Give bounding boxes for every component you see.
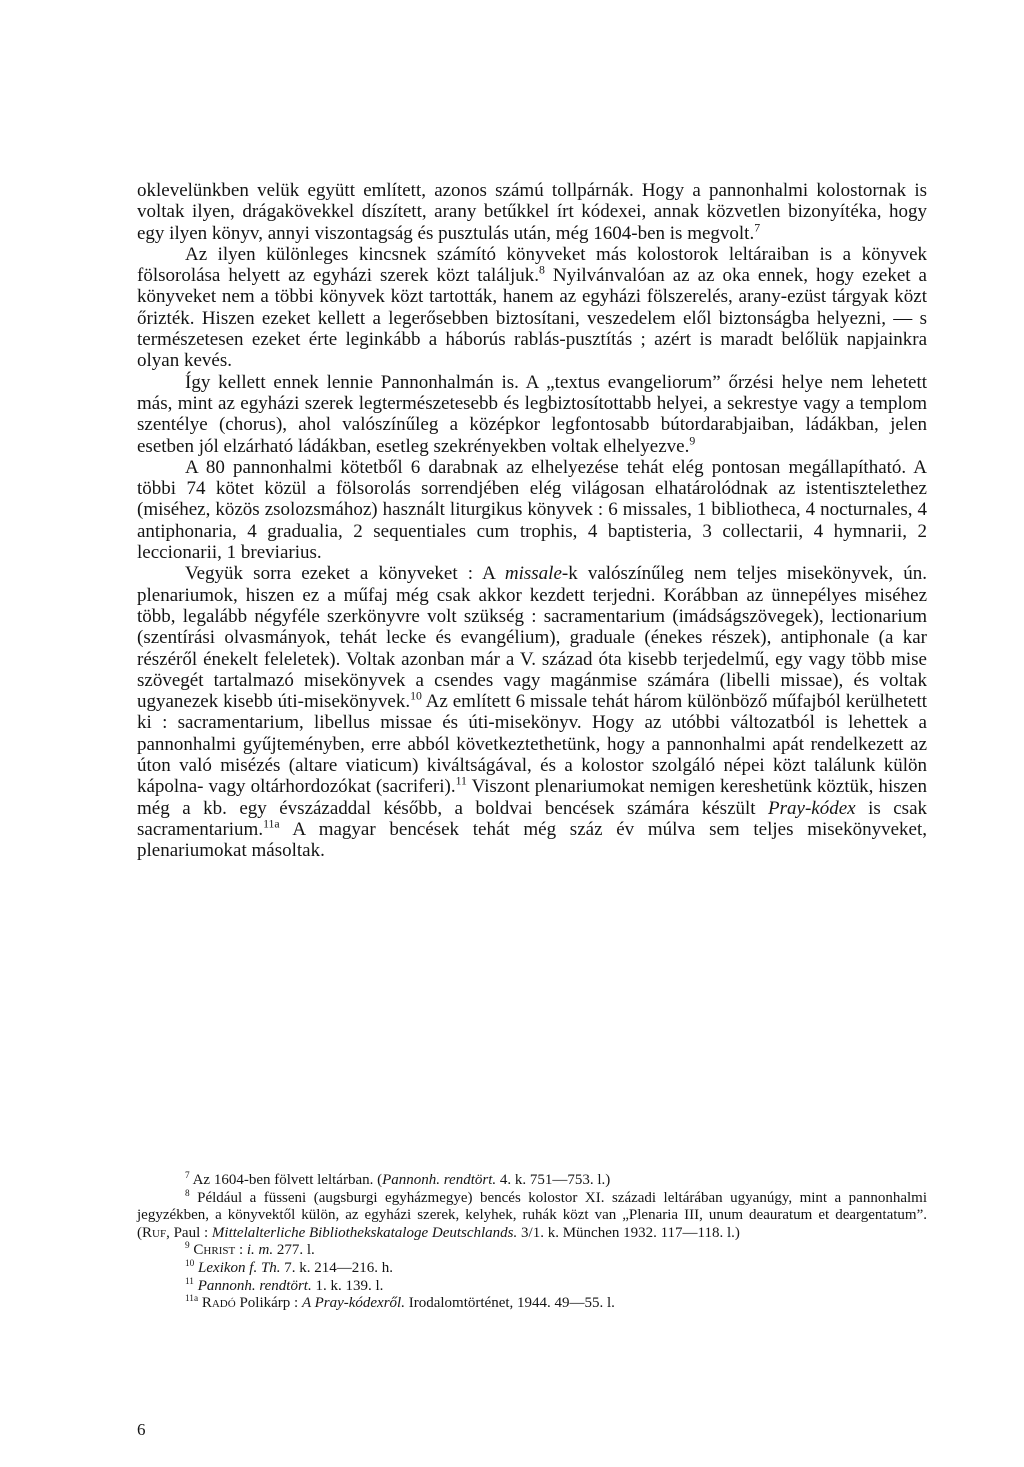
footnote-ref-9: 9 [689,434,696,448]
paragraph-5: Vegyük sorra ezeket a könyveket : A missale-k valószínűleg nem teljes misekönyvek, ún. plenariumok, hiszen ez a műfaj még csak akkor kezdett terjedni. Korábban az ünnepélyes miséhez több, legalább négyféle szerkönyvre volt szükség : sacramentarium (imádságszövegek), lectionarium (szentírási olvasmányok, tehát lecke és evangélium), graduale (énekes részek), antiphonale (a kar részéről énekelt feleletek). Voltak azonban már a V. század óta kisebb terjedelmű, egy vagy több mise szövegét tartalmazó misekönyvek a csendes vagy magánmise számára (libelli missae), és voltak ugyanezek kisebb úti-misekönyvek.$^{10}$ Az említett 6 missale tehát három különböző műfajból kerülhetett ki : sacramentarium, libellus missae és úti-misekönyv. Hogy az utóbbi változatból is lehettek a pannonhalmi gyűjteményben, erre abból következtethetünk, hogy a pannonhalmi apát rendelkezett az úton való misézés (altare viaticum) kiváltságával, és a kolostor szolgáló népei közt találunk külön kápolna- vagy oltárhordozókat (sacriferi).$^{11}$ Viszont plenariumokat nemigen kereshetünk köztük, hiszen még a kb. egy évszázaddal később, a boldvai bencések számára készült Pray-kódex is csak sacramentarium.$^{11a}$ A magyar bencések tehát még száz év múlva sem teljes misekönyveket, plenariumokat másoltak. [137,563,927,862]
footnote-ref-11a: 11a [263,817,280,831]
paragraph-4: A 80 pannonhalmi kötetből 6 darabnak az elhelyezése tehát elég pontosan megállapítható. A többi 74 kötet közül a fölsorolás sorrendjében elég világosan elhatárolódnak az istentisztelethez (miséhez, közös zsolozsmához) használt liturgikus könyvek : 6 missales, 1 bibliotheca, 4 nocturnales, 4 antiphonaria, 4 gradualia, 2 sequentiales cum trophis, 4 baptisteria, 3 collectarii, 4 hymnarii, 2 leccionarii, 1 breviarius. [137,456,927,564]
body-text [137,180,927,862]
footnote-8: $^8$ Például a füsseni (augsburgi egyházmegye) bencés kolostor XI. századi leltárában ugyanúgy, mint a pannonhalmi jegyzékben, a könyvektől külön, az egyházi szerek, kelyhek, ruhák közt van „Plenaria III, unum deauratum et deargentatum”. (Ruf, Paul : Mittelalterliche Bibliothekskatalogе Deutschlands. 3/1. k. München 1932. 117—118. l.) [137,1188,927,1241]
footnote-ref-8: 8 [539,263,545,277]
author-name: Radó [201,1295,236,1312]
footnote-11a: $^{11a}$ Radó Polikárp : A Pray-kódexről. Irodalomtörténet, 1944. 49—55. l. [185,1294,615,1312]
paragraph-1: oklevelünkben velük együtt említett, azonos számú tollpárnák. Hogy a pannonhalmi kolostornak is voltak ilyen, drágakövekkel díszített, arany betűkkel írt kódexei, annak közvetlen bizonyítéka, hogy egy ilyen könyv, annyi viszontagság és pusztulás után, még 1604-ben is megvolt.$^7$ [137,180,927,244]
footnote-ref-10: 10 [410,689,422,703]
footnote-7: $^7$ Az 1604-ben fölvett leltárban. (Pannonh. rendtört. 4. k. 751—753. l.) [185,1171,611,1188]
footnote-9: $^9$ Christ : i. m. 277. l. [185,1241,315,1259]
italic-pray-kodex: Pray-kódex [768,797,856,819]
page-number: 6 [137,1420,146,1439]
footnotes [137,1172,927,1313]
footnote-ref-11: 11 [455,774,467,788]
paragraph-2: Az ilyen különleges kincsnek számító könyveket más kolostorok leltáraiban is a könyvek fölsorolása helyett az egyházi szerek közt találjuk.$^8$ Nyilvánvalóan az az oka ennek, hogy ezeket a könyveket nem a többi könyvek közt tartották, hanem az egyházi fölszerelés, arany-ezüst tárgyak közt őrizték. Hiszen ezeket kellett a legerősebben biztosítani, veszedelem elől biztonságba helyezni, — s természetesen ezeket érte leginkább a háborús rablás-pusztítás ; azért is maradt belőlük napjainkra olyan kevés. [137,243,927,372]
footnote-10: $^{10}$ Lexikon f. Th. 7. k. 214—216. h. [185,1258,394,1276]
author-name: Ruf [142,1224,167,1241]
italic-missale: missale [504,563,562,585]
paragraph-3: Így kellett ennek lennie Pannonhalmán is. A „textus evangeliorum” őrzési helye nem lehetett más, mint az egyházi szerek legtermészetesebb és legbiztosítottabb helyei, a sekrestye vagy a templom szentélye (chorus), ahol valószínűleg a középkor legfontosabb bútordarabjaiban, ládákban, jelen esetben jól elzárható ládákban, esetleg szekrényekben voltak elhelyezve.$^9$ [137,371,927,457]
footnote-11: $^{11}$ Pannonh. rendtört. 1. k. 139. l. [185,1276,384,1294]
author-name: Christ [193,1242,236,1259]
footnote-ref-7: 7 [754,221,761,235]
